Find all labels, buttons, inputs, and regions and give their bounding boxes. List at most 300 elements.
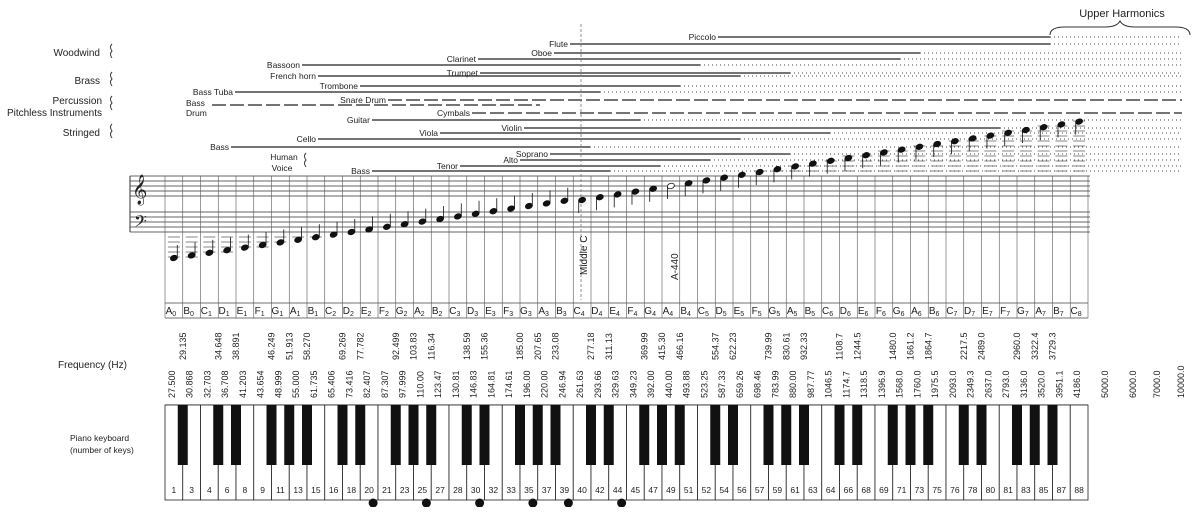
black-key-frequency: 103.83 bbox=[408, 332, 419, 360]
key-number: 49 bbox=[666, 485, 676, 495]
key-number: 87 bbox=[1056, 485, 1067, 495]
note-head bbox=[1075, 118, 1084, 125]
note-head bbox=[578, 196, 587, 203]
black-key bbox=[959, 405, 969, 465]
note-label: $G_3$ bbox=[520, 306, 532, 318]
black-key-frequency: 29.135 bbox=[177, 332, 188, 360]
black-key-frequency: 2489.0 bbox=[976, 332, 987, 360]
key-number: 9 bbox=[260, 485, 265, 495]
key-number: 28 bbox=[453, 485, 463, 495]
note-label: $A_7$ bbox=[1035, 306, 1046, 318]
black-key-frequency: 77.782 bbox=[355, 332, 366, 360]
voice-soprano: Soprano bbox=[515, 149, 548, 159]
white-key-frequency: 880.00 bbox=[788, 370, 799, 398]
note-label: $F_6$ bbox=[875, 306, 886, 318]
white-key-frequency: 987.77 bbox=[805, 370, 816, 398]
white-key-frequency: 2093.0 bbox=[947, 370, 958, 398]
harmonic-frequency: 10000.0 bbox=[1176, 365, 1186, 398]
instrument-cello: Cello bbox=[296, 134, 316, 144]
white-key-frequency: 43.654 bbox=[255, 370, 266, 398]
key-number: 69 bbox=[879, 485, 889, 495]
note-head bbox=[258, 241, 267, 248]
black-key bbox=[1012, 405, 1022, 465]
white-key-frequency: 48.999 bbox=[273, 370, 284, 398]
white-key-frequency: 246.94 bbox=[557, 370, 568, 398]
note-label: $E_5$ bbox=[733, 306, 745, 318]
instrument-trumpet: Trumpet bbox=[446, 68, 478, 78]
note-label: $B_1$ bbox=[307, 306, 319, 318]
category-percussion: Percussion bbox=[52, 96, 102, 107]
black-key-frequency: 207.65 bbox=[532, 332, 543, 360]
key-number: 25 bbox=[417, 485, 428, 495]
black-key bbox=[178, 405, 188, 465]
key-number: 47 bbox=[648, 485, 658, 495]
key-number: 66 bbox=[843, 485, 854, 495]
note-head bbox=[1057, 121, 1066, 128]
note-label: $E_3$ bbox=[485, 306, 496, 318]
note-label: $A_1$ bbox=[289, 306, 301, 318]
key-number: 57 bbox=[754, 485, 765, 495]
key-number: 61 bbox=[790, 485, 800, 495]
key-number: 39 bbox=[559, 485, 570, 495]
white-key-frequency: 392.00 bbox=[646, 370, 657, 398]
category-brass: Brass bbox=[74, 76, 100, 87]
note-head bbox=[542, 200, 551, 207]
note-head bbox=[667, 182, 676, 189]
note-head bbox=[933, 140, 942, 147]
black-key bbox=[302, 405, 312, 465]
note-head bbox=[631, 188, 640, 195]
note-label: $F_1$ bbox=[254, 306, 265, 318]
white-key-frequency: 1396.9 bbox=[876, 370, 887, 398]
key-number: 78 bbox=[967, 485, 978, 495]
note-head bbox=[418, 218, 427, 225]
white-key-frequency: 1318.5 bbox=[859, 370, 870, 398]
key-number: 45 bbox=[630, 485, 641, 495]
black-key-frequency: 138.59 bbox=[461, 332, 472, 360]
key-number: 85 bbox=[1038, 485, 1049, 495]
black-key-frequency: 92.499 bbox=[390, 332, 401, 360]
black-key bbox=[799, 405, 809, 465]
harmonic-frequency: 7000.0 bbox=[1152, 370, 1162, 398]
frequency-axis-label: Frequency (Hz) bbox=[58, 360, 127, 371]
white-key-frequency: 440.00 bbox=[663, 370, 674, 398]
note-label: $B_7$ bbox=[1053, 306, 1064, 318]
note-label: $D_3$ bbox=[467, 306, 479, 318]
note-label: $D_1$ bbox=[218, 306, 230, 318]
white-key-frequency: 73.416 bbox=[344, 370, 355, 398]
note-head bbox=[1022, 126, 1031, 133]
black-key bbox=[657, 405, 667, 465]
note-head bbox=[773, 166, 782, 173]
key-number: 15 bbox=[311, 485, 321, 495]
black-key bbox=[551, 405, 561, 465]
key-number: 11 bbox=[275, 485, 285, 495]
white-key-frequency: 2793.0 bbox=[1001, 370, 1012, 398]
note-label: $F_7$ bbox=[1000, 306, 1011, 318]
black-key-frequency: 3322.4 bbox=[1029, 332, 1040, 360]
note-head bbox=[347, 228, 356, 235]
note-label: $C_2$ bbox=[325, 306, 337, 318]
key-number: 52 bbox=[701, 485, 712, 495]
key-number: 81 bbox=[1003, 485, 1013, 495]
black-key-frequency: 311.13 bbox=[603, 333, 614, 360]
human-voice-label-1: Human bbox=[270, 152, 298, 162]
human-voice-brace-icon bbox=[305, 153, 307, 167]
note-head bbox=[738, 171, 747, 178]
key-number: 71 bbox=[896, 485, 907, 495]
black-key-frequency: 38.891 bbox=[231, 332, 241, 360]
note-head bbox=[880, 149, 889, 156]
note-label: $E_2$ bbox=[360, 306, 372, 318]
note-head bbox=[471, 210, 480, 217]
note-label: $F_5$ bbox=[751, 306, 762, 318]
voice-bass: Bass bbox=[351, 166, 370, 176]
instrument-flute: Flute bbox=[549, 39, 568, 49]
percussion-brace-icon bbox=[111, 96, 113, 110]
key-number: 4 bbox=[207, 485, 212, 495]
instrument-snare-drum: Snare Drum bbox=[340, 95, 386, 105]
note-label: $B_4$ bbox=[680, 306, 691, 318]
note-label: $G_7$ bbox=[1017, 306, 1029, 318]
note-label: $B_6$ bbox=[928, 306, 940, 318]
black-key bbox=[781, 405, 791, 465]
black-key bbox=[426, 405, 436, 465]
key-number: 30 bbox=[470, 485, 481, 495]
black-key bbox=[888, 405, 898, 465]
key-number: 88 bbox=[1074, 485, 1084, 495]
key-number: 40 bbox=[577, 485, 587, 495]
white-key-frequency: 1975.5 bbox=[930, 370, 941, 398]
white-key-frequency: 4186.0 bbox=[1072, 370, 1083, 398]
key-number: 16 bbox=[328, 485, 339, 495]
black-key bbox=[1030, 405, 1040, 465]
black-key bbox=[728, 405, 738, 465]
note-label: $F_2$ bbox=[378, 306, 389, 318]
note-head bbox=[205, 249, 214, 256]
instrument-clarinet: Clarinet bbox=[446, 54, 476, 64]
note-head bbox=[915, 143, 924, 150]
black-key bbox=[533, 405, 543, 465]
key-number: 33 bbox=[506, 485, 516, 495]
note-head bbox=[187, 252, 196, 259]
black-key bbox=[213, 405, 223, 465]
a440-label: A-440 bbox=[670, 253, 681, 280]
black-key bbox=[391, 405, 401, 465]
white-key-frequency: 27.500 bbox=[166, 370, 177, 398]
note-label: $A_2$ bbox=[414, 306, 425, 318]
key-number: 3 bbox=[189, 485, 194, 495]
note-head bbox=[826, 157, 835, 164]
key-number: 51 bbox=[683, 485, 694, 495]
white-key-frequency: 2349.3 bbox=[965, 370, 976, 398]
category-labels bbox=[7, 44, 112, 139]
white-key-frequency: 97.999 bbox=[397, 370, 408, 398]
note-head bbox=[613, 191, 622, 198]
keyboard-label-2: (number of keys) bbox=[70, 445, 134, 455]
black-key bbox=[515, 405, 525, 465]
keyboard-label-1: Piano keyboard bbox=[70, 433, 130, 443]
bass-clef-icon: 𝄢 bbox=[134, 211, 147, 235]
black-key-frequency: 2217.5 bbox=[958, 332, 969, 360]
key-number: 64 bbox=[825, 485, 836, 495]
note-label: $B_0$ bbox=[183, 306, 194, 318]
black-key-frequency: 1864.7 bbox=[923, 332, 934, 360]
black-key bbox=[355, 405, 365, 465]
black-key bbox=[480, 405, 490, 465]
black-key bbox=[710, 405, 720, 465]
note-head bbox=[596, 194, 605, 201]
note-head bbox=[223, 247, 232, 254]
note-head bbox=[276, 239, 285, 246]
black-key-frequency: 739.99 bbox=[763, 332, 774, 360]
note-label: $D_2$ bbox=[342, 306, 354, 318]
black-key-frequency: 1661.2 bbox=[905, 332, 916, 360]
note-head bbox=[507, 205, 516, 212]
note-head bbox=[986, 132, 995, 139]
instrument-cymbals: Cymbals bbox=[436, 108, 470, 118]
black-key bbox=[639, 405, 649, 465]
white-key-frequency: 698.46 bbox=[752, 370, 763, 398]
stringed-brace-icon bbox=[111, 124, 113, 138]
white-key-frequency: 55.000 bbox=[291, 370, 302, 398]
note-head bbox=[383, 223, 392, 230]
human-voice-label-2: Voice bbox=[271, 163, 293, 173]
black-key bbox=[409, 405, 419, 465]
key-number: 13 bbox=[293, 485, 303, 495]
key-number: 75 bbox=[932, 485, 942, 495]
note-label: $A_4$ bbox=[662, 306, 674, 318]
frequency-values bbox=[167, 332, 1186, 398]
black-key-frequency: 3729.3 bbox=[1047, 332, 1058, 360]
upper-harmonics bbox=[1050, 8, 1190, 35]
white-key-frequency: 783.99 bbox=[770, 370, 781, 398]
instrument-bassoon: Bassoon bbox=[266, 60, 300, 70]
white-key-frequency: 349.23 bbox=[628, 370, 639, 398]
note-label: $A_0$ bbox=[165, 306, 177, 318]
note-label: $C_7$ bbox=[946, 306, 958, 318]
note-label: $C_8$ bbox=[1070, 306, 1082, 318]
white-key-frequency: 65.406 bbox=[326, 370, 337, 398]
category-pitchless: Pitchless Instruments bbox=[6, 108, 102, 119]
category-woodwind: Woodwind bbox=[53, 48, 100, 59]
black-key-frequency: 46.249 bbox=[266, 332, 277, 360]
black-key bbox=[906, 405, 916, 465]
note-head bbox=[489, 208, 498, 215]
voice-alto: Alto bbox=[503, 155, 518, 165]
note-head bbox=[862, 152, 871, 159]
key-number: 56 bbox=[737, 485, 747, 495]
white-key-frequency: 3951.1 bbox=[1054, 370, 1065, 398]
instrument-violin: Violin bbox=[501, 123, 522, 133]
black-key bbox=[977, 405, 987, 465]
black-key-frequency: 155.36 bbox=[479, 332, 490, 360]
white-key-frequency: 110.00 bbox=[415, 371, 426, 398]
white-key-frequency: 220.00 bbox=[539, 370, 550, 398]
white-key-frequency: 36.708 bbox=[220, 370, 231, 398]
note-label: $A_3$ bbox=[538, 306, 549, 318]
white-key-frequency: 1174.7 bbox=[841, 371, 852, 398]
black-key bbox=[764, 405, 774, 465]
key-number: 23 bbox=[399, 485, 410, 495]
key-number: 63 bbox=[808, 485, 818, 495]
category-stringed: Stringed bbox=[62, 128, 100, 139]
note-head bbox=[755, 168, 764, 175]
black-key-frequency: 116.34 bbox=[426, 333, 437, 360]
black-key bbox=[852, 405, 862, 465]
note-labels bbox=[165, 176, 1088, 318]
note-label: $G_2$ bbox=[395, 306, 408, 318]
note-label: $E_1$ bbox=[236, 306, 248, 318]
black-key-frequency: 369.99 bbox=[639, 332, 650, 360]
key-number: 6 bbox=[224, 485, 230, 495]
key-number: 20 bbox=[364, 485, 374, 495]
white-key-frequency: 196.00 bbox=[521, 370, 532, 398]
black-key bbox=[675, 405, 685, 465]
black-key-frequency: 185.00 bbox=[515, 332, 525, 360]
key-number: 1 bbox=[171, 485, 177, 495]
note-label: $C_6$ bbox=[822, 306, 834, 318]
note-head bbox=[436, 215, 445, 222]
black-key bbox=[604, 405, 614, 465]
note-label: $F_3$ bbox=[503, 306, 514, 318]
brass-brace-icon bbox=[111, 72, 113, 86]
key-number: 27 bbox=[435, 485, 445, 495]
white-key-frequency: 30.868 bbox=[184, 370, 195, 398]
note-head bbox=[525, 202, 534, 209]
white-key-frequency: 1760.0 bbox=[912, 370, 923, 398]
white-key-frequency: 82.407 bbox=[362, 370, 373, 398]
black-key-frequency: 2960.0 bbox=[1012, 332, 1022, 360]
white-key-frequency: 261.63 bbox=[575, 370, 586, 398]
note-head bbox=[454, 213, 463, 220]
white-key-frequency: 659.26 bbox=[734, 370, 745, 398]
instrument-viola: Viola bbox=[419, 128, 438, 138]
instrument-bass-tuba: Bass Tuba bbox=[192, 87, 233, 97]
note-label: $G_4$ bbox=[644, 306, 656, 318]
black-key-frequency: 830.61 bbox=[781, 332, 792, 360]
black-key-frequency: 51.913 bbox=[284, 332, 295, 360]
black-key-frequency: 466.16 bbox=[674, 332, 685, 360]
key-number: 68 bbox=[861, 485, 871, 495]
key-number: 54 bbox=[719, 485, 729, 495]
white-key-frequency: 146.83 bbox=[468, 370, 479, 398]
instrument-french-horn: French horn bbox=[270, 71, 316, 81]
note-head bbox=[170, 254, 179, 261]
white-key-frequency: 164.81 bbox=[486, 370, 497, 398]
key-number: 59 bbox=[772, 485, 783, 495]
note-head bbox=[844, 154, 853, 161]
note-head bbox=[241, 244, 250, 251]
harmonic-frequency: 6000.0 bbox=[1128, 370, 1138, 398]
white-key-frequency: 3136.0 bbox=[1018, 370, 1029, 398]
note-label: $C_4$ bbox=[573, 306, 585, 318]
key-number: 18 bbox=[346, 485, 357, 495]
note-label: $C_5$ bbox=[697, 306, 709, 318]
black-key bbox=[835, 405, 845, 465]
note-head bbox=[791, 163, 800, 170]
black-key bbox=[338, 405, 348, 465]
key-number: 42 bbox=[595, 485, 605, 495]
white-key-frequency: 293.66 bbox=[592, 370, 603, 398]
white-key-frequency: 174.61 bbox=[504, 370, 515, 398]
black-key bbox=[284, 405, 294, 465]
black-key bbox=[1048, 405, 1058, 465]
piano-keyboard bbox=[165, 405, 1088, 500]
woodwind-brace-icon bbox=[111, 44, 113, 58]
note-label: $G_5$ bbox=[768, 306, 781, 318]
white-key-frequency: 1568.0 bbox=[894, 370, 905, 398]
instrument-string-bass: Bass bbox=[210, 142, 229, 152]
black-key-frequency: 622.23 bbox=[728, 332, 738, 360]
black-key-frequency: 1108.7 bbox=[834, 333, 845, 360]
black-key-frequency: 69.269 bbox=[337, 332, 348, 360]
black-key bbox=[586, 405, 596, 465]
white-key-frequency: 329.63 bbox=[610, 370, 621, 398]
black-key-frequency: 415.30 bbox=[657, 332, 667, 360]
white-key-frequency: 1046.5 bbox=[823, 370, 834, 398]
note-label: $B_3$ bbox=[556, 306, 567, 318]
key-number: 21 bbox=[382, 485, 392, 495]
black-key bbox=[462, 405, 472, 465]
note-head bbox=[1039, 124, 1048, 131]
white-key-frequency: 523.25 bbox=[699, 370, 710, 398]
note-label: $D_4$ bbox=[591, 306, 603, 318]
note-head bbox=[560, 197, 569, 204]
white-key-frequency: 32.703 bbox=[202, 370, 213, 398]
key-number: 8 bbox=[242, 485, 248, 495]
note-label: $C_3$ bbox=[449, 306, 461, 318]
white-key-frequency: 2637.0 bbox=[983, 370, 994, 398]
note-head bbox=[1004, 129, 1013, 136]
black-key-frequency: 233.08 bbox=[550, 332, 561, 360]
key-number: 32 bbox=[488, 485, 499, 495]
note-label: $A_5$ bbox=[786, 306, 798, 318]
note-label: $B_5$ bbox=[804, 306, 816, 318]
white-key-frequency: 587.33 bbox=[717, 370, 728, 398]
note-label: $E_6$ bbox=[857, 306, 869, 318]
black-key bbox=[231, 405, 241, 465]
black-key-frequency: 1244.5 bbox=[852, 332, 863, 360]
note-label: $A_6$ bbox=[911, 306, 922, 318]
key-number: 44 bbox=[612, 485, 623, 495]
key-number: 37 bbox=[541, 485, 552, 495]
harmonic-frequency: 5000.0 bbox=[1100, 370, 1110, 398]
note-label: $D_6$ bbox=[839, 306, 851, 318]
note-head bbox=[702, 177, 711, 184]
white-key-frequency: 3520.0 bbox=[1036, 370, 1047, 398]
note-label: $G_6$ bbox=[892, 306, 905, 318]
note-label: $B_2$ bbox=[431, 306, 443, 318]
key-number: 73 bbox=[914, 485, 925, 495]
note-head bbox=[951, 138, 960, 145]
note-head bbox=[312, 234, 321, 241]
black-key-frequency: 58.270 bbox=[302, 332, 312, 360]
middle-c-label: Middle C bbox=[579, 235, 590, 275]
instrument-guitar: Guitar bbox=[346, 115, 370, 125]
instrument-trombone: Trombone bbox=[319, 81, 358, 91]
note-label: $D_7$ bbox=[964, 306, 976, 318]
upper-harmonics-brace-icon bbox=[1050, 21, 1190, 35]
instrument-bass-drum-1: Bass bbox=[186, 98, 205, 108]
note-label: $C_1$ bbox=[200, 306, 212, 318]
black-key bbox=[923, 405, 933, 465]
note-label: $D_5$ bbox=[715, 306, 727, 318]
note-head bbox=[720, 174, 729, 181]
note-label: $E_4$ bbox=[609, 306, 620, 318]
note-label: $E_7$ bbox=[982, 306, 993, 318]
white-key-frequency: 61.735 bbox=[308, 370, 319, 398]
